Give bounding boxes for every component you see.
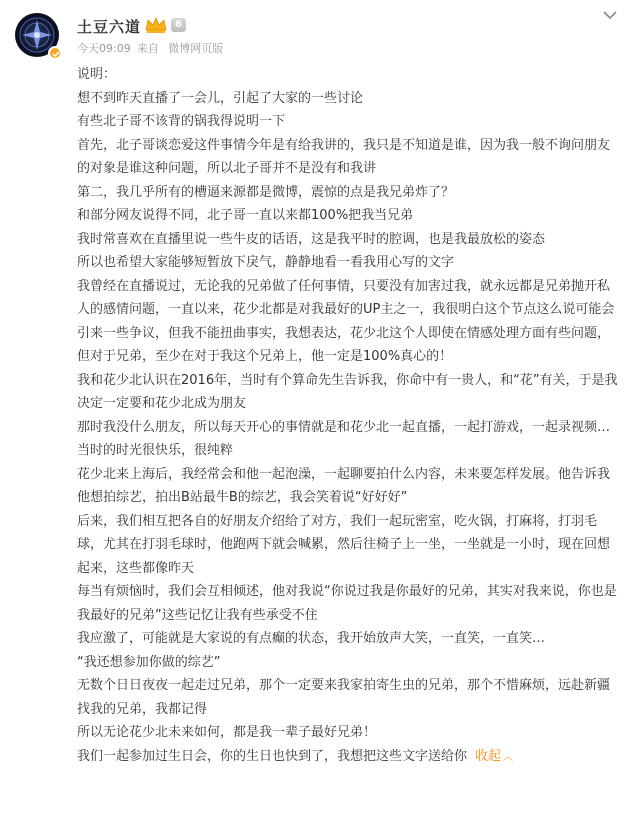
paragraph: 我时常喜欢在直播里说一些牛皮的话语，这是我平时的腔调，也是我最放松的姿态 [77,231,546,247]
paragraph: 无数个日日夜夜一起走过兄弟，那个一定要来我家拍寄生虫的兄弟，那个不惜麻烦，远赴新疆找我的兄弟，我都记得 [77,678,611,717]
source-prefix: 来自 [136,42,159,55]
paragraph: 说明： [77,67,117,82]
paragraph: 想不到昨天直播了一会儿，引起了大家的一些讨论 [77,90,364,106]
post-meta [77,40,229,56]
paragraph: 我应激了，可能就是大家说的有点癫的状态，我开始放声大笑，一直笑，一直笑… [77,631,546,646]
paragraph: 首先，北子哥谈恋爱这件事情今年是有给我讲的，我只是不知道是谁，因为我一般不询问朋友的对象是谁这种问题，所以北子哥并不是没有和我讲 [77,137,611,176]
paragraph: 每当有烦恼时，我们会互相倾述，他对我说“你说过我是你最好的兄弟，其实对我来说，你也是我最好的兄弟”这些记忆让我有些承受不住 [77,584,617,623]
paragraph-text: 我们一起参加过生日会，你的生日也快到了，我想把这些文字送给你 [77,748,468,764]
paragraph: “我还想参加你做的综艺” [77,654,221,670]
chevron-down-icon[interactable] [602,10,618,20]
paragraph: 有些北子哥不该背的锅我得说明一下 [77,114,286,129]
post-content [77,63,622,769]
paragraph: 所以无论花少北未来如何，都是我一辈子最好兄弟！ [77,725,377,740]
collapse-label: 收起 [475,748,502,764]
paragraph: 我和花少北认识在2016年，当时有个算命先生告诉我，你命中有一贵人，和“花”有关，于是我决定一定要和花少北成为朋友 [77,372,618,411]
paragraph: 第二，我几乎所有的槽逼来源都是微博，震惊的点是我兄弟炸了？ [77,184,455,200]
last-paragraph [77,745,622,770]
paragraph: 和部分网友说得不同，北子哥一直以来都100%把我当兄弟 [77,208,414,223]
post-time[interactable]: 今天09:09 [77,42,131,55]
level-badge: 6 [171,18,186,32]
paragraph: 花少北来上海后，我经常会和他一起泡澡，一起聊要拍什么内容，未来要怎样发展。他告诉我他想拍综艺，拍出B站最牛B的综艺，我会笑着说“好好好” [77,466,611,505]
paragraph: 所以也希望大家能够短暂放下戾气，静静地看一看我用心写的文字 [77,255,455,270]
paragraph: 后来，我们相互把各自的好朋友介绍给了对方，我们一起玩密室，吃火锅，打麻将，打羽毛球，尤其在打羽毛球时，他跑两下就会喊累，然后往椅子上一坐，一坐就是一小时，现在回想起来，这些都像昨天 [77,513,611,576]
vip-crown-icon [144,16,168,34]
user-name[interactable]: 土豆六道 [77,18,142,36]
paragraph: 那时我没什么朋友，所以每天开心的事情就是和花少北一起直播，一起打游戏，一起录视频…当时的时光很快乐，很纯粹 [77,419,611,458]
chevron-up-icon: ︿ [503,751,514,763]
paragraph: 我曾经在直播说过，无论我的兄弟做了任何事情，只要没有加害过我，就永远都是兄弟抛开私人的感情问题，一直以来，花少北都是对我最好的UP主之一，我很明白这个节点这么说可能会引来一些争议，但我不能扭曲事实，我想表达，花少北这个人即使在情感处理方面有些问题，但对于兄弟，至少在对于我这个兄弟上，他一定是100%真心的！ [77,278,615,364]
verified-badge-icon [48,46,62,60]
post-source: 微博网页版 [168,42,224,55]
collapse-link[interactable] [475,749,513,764]
